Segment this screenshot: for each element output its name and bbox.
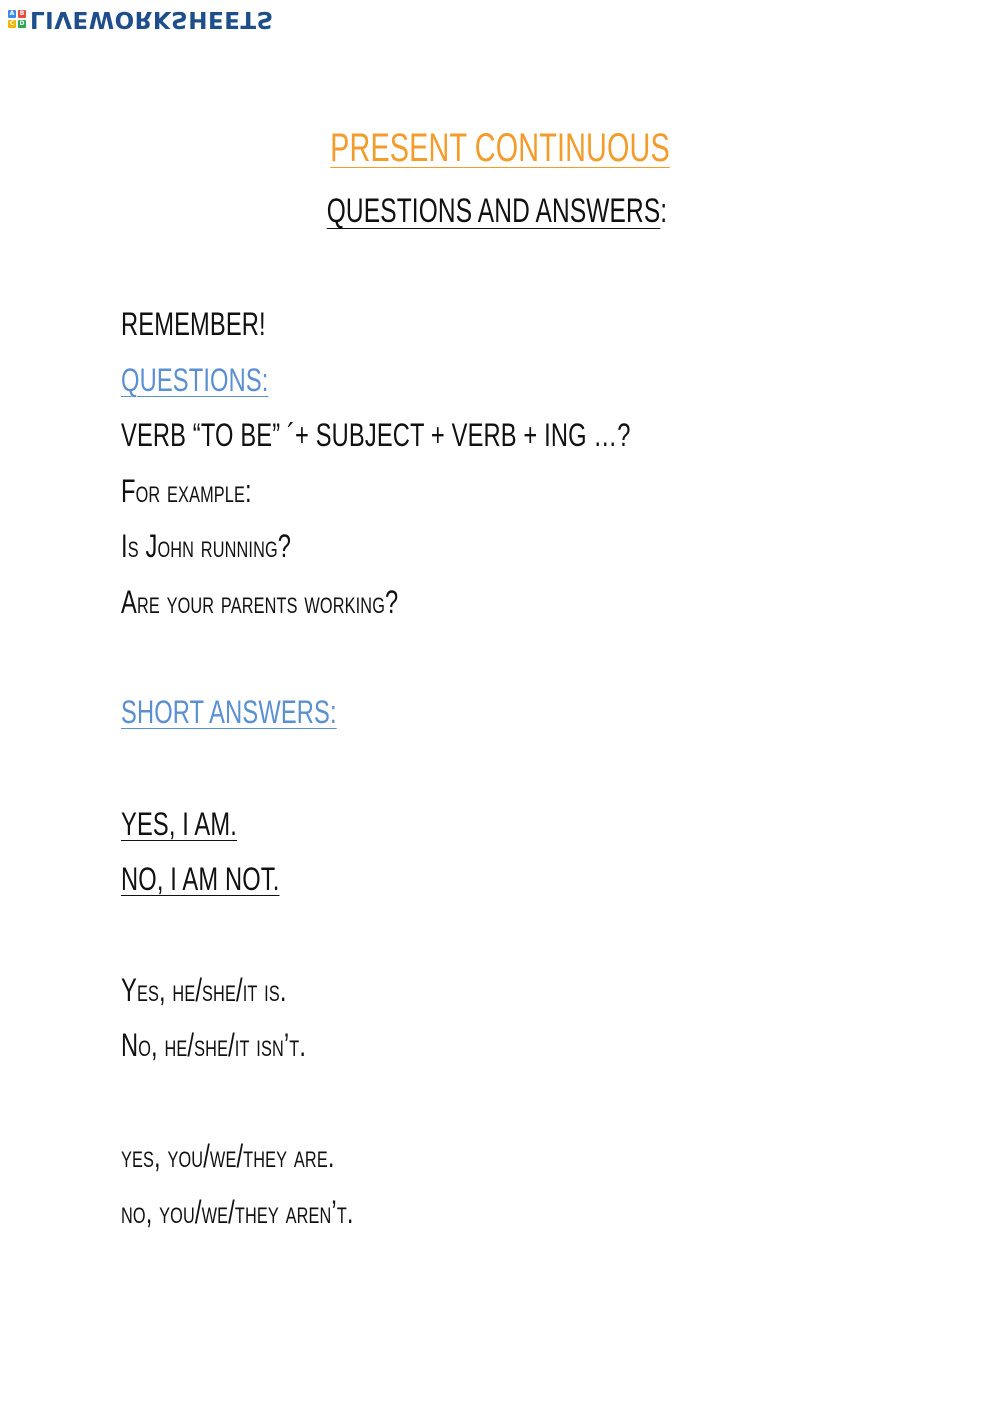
liveworksheets-logo — [8, 6, 274, 32]
page-title: PRESENT CONTINUOUS — [330, 126, 670, 170]
logo-text: LIVEWORKSHEETS — [30, 6, 274, 32]
subtitle-colon: : — [660, 192, 668, 230]
logo-block-d: D — [19, 20, 25, 27]
example-question-2: Are your parents working? — [121, 584, 399, 620]
short-answers-heading: SHORT ANSWERS: — [121, 694, 337, 730]
answer-he-no: No, he/she/it isn’t. — [121, 1027, 307, 1063]
questions-heading: QUESTIONS: — [121, 362, 269, 398]
logo-block-b: B — [19, 10, 25, 17]
answer-you-no: no, you/we/they aren’t. — [121, 1194, 354, 1230]
subtitle-text: QUESTIONS AND ANSWERS — [326, 192, 661, 230]
remember-label: REMEMBER! — [121, 306, 266, 342]
answer-he-yes: Yes, he/she/it is. — [121, 972, 287, 1008]
for-example-label: For example: — [121, 473, 252, 509]
logo-block-c: C — [9, 20, 15, 27]
answer-i-yes: YES, I AM. — [121, 806, 237, 842]
logo-blocks-icon — [8, 10, 26, 28]
answer-i-no: NO, I AM NOT. — [121, 861, 280, 897]
question-formula: VERB “TO BE” ´+ SUBJECT + VERB + ING …? — [121, 417, 631, 453]
logo-block-a: A — [9, 10, 15, 17]
answer-you-yes: yes, you/we/they are. — [121, 1138, 335, 1174]
page-subtitle — [327, 192, 668, 231]
example-question-1: Is John running? — [121, 528, 292, 564]
